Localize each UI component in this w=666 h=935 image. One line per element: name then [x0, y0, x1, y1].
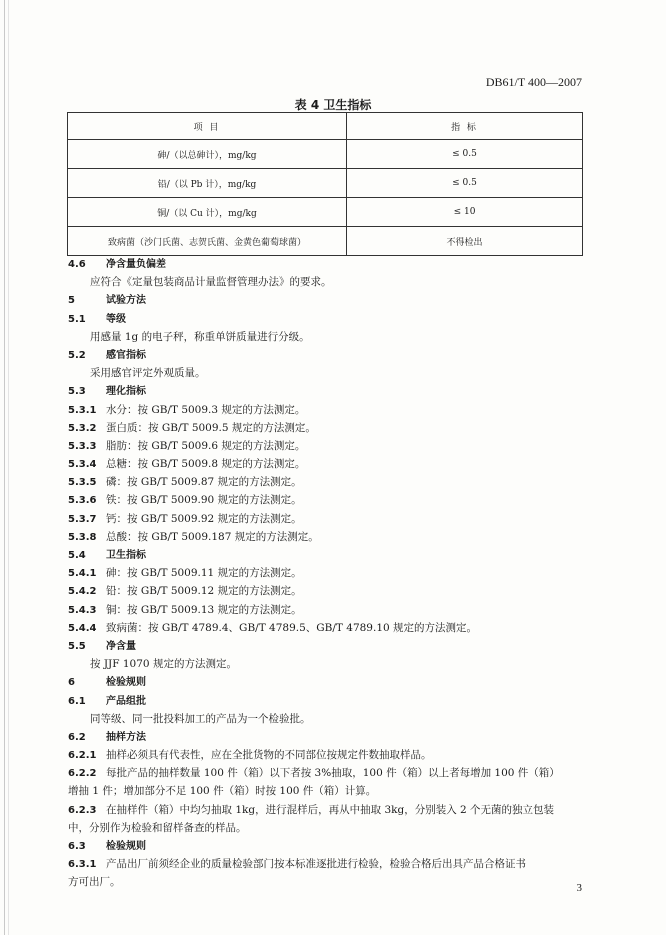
clause-text: 理化指标: [106, 386, 146, 398]
clause-text: 抽样必须具有代表性，应在全批货物的不同部位按规定件数抽取样品。: [106, 749, 432, 762]
section-heading: [68, 728, 598, 746]
clause-number: 5.3.1: [68, 404, 97, 416]
clause-text: 同等级、同一批投料加工的产品为一个检验批。: [90, 712, 311, 725]
section-heading: [68, 291, 598, 309]
document-body: [68, 255, 598, 892]
clause-text: 中，分别作为检验和留样备查的样品。: [68, 821, 247, 834]
clause-text: 净含量: [106, 640, 136, 652]
paragraph-line: [68, 491, 598, 509]
section-heading: [68, 382, 598, 400]
clause-number: 5.4.1: [68, 568, 97, 580]
clause-text: 磷：按 GB/T 5009.87 规定的方法测定。: [106, 476, 302, 489]
section-heading: [68, 255, 598, 273]
clause-number: 5.3.7: [68, 513, 97, 525]
clause-text: 检验规则: [106, 677, 146, 689]
clause-number: 6.2.3: [68, 804, 97, 816]
clause-number: 5.4.4: [68, 622, 97, 634]
row-item: 砷/（以总砷计），mg/kg: [68, 140, 347, 169]
clause-number: 6.3.1: [68, 859, 97, 871]
paragraph-line: [68, 746, 598, 764]
clause-text: 用感量 1g 的电子秤，称重单饼质量进行分级。: [90, 330, 310, 343]
section-heading: [68, 637, 598, 655]
page-number: 3: [576, 882, 582, 894]
table-header-row: [68, 113, 583, 140]
page-edge-line: [4, 0, 5, 935]
paragraph-line: [68, 601, 598, 619]
clause-text: 铜：按 GB/T 5009.13 规定的方法测定。: [106, 603, 302, 616]
section-heading: [68, 346, 598, 364]
clause-text: 钙：按 GB/T 5009.92 规定的方法测定。: [106, 512, 302, 525]
paragraph-line: [68, 582, 598, 600]
paragraph-line: [68, 528, 598, 546]
row-value: ≤ 10: [347, 198, 583, 227]
table-row: [68, 169, 583, 198]
section-heading: [68, 546, 598, 564]
header-index: 指 标: [347, 113, 583, 140]
clause-text: 检验规则: [106, 841, 146, 852]
row-value: ≤ 0.5: [347, 169, 583, 198]
clause-number: 6: [68, 677, 75, 689]
standard-code: DB61/T 400—2007: [485, 75, 582, 89]
clause-number: 5.4: [68, 550, 86, 561]
clause-text: 抽样方法: [106, 731, 146, 743]
clause-number: 5.3.8: [68, 531, 97, 543]
clause-text: 应符合《定量包装商品计量监督管理办法》的要求。: [90, 276, 332, 289]
clause-text: 铁：按 GB/T 5009.90 规定的方法测定。: [106, 494, 302, 507]
clause-text: 方可出厂。: [68, 876, 121, 889]
table-row: [68, 140, 583, 169]
row-value: 不得检出: [347, 227, 583, 256]
row-value: ≤ 0.5: [347, 140, 583, 169]
paragraph-line: [68, 619, 598, 637]
paragraph-line: [68, 473, 598, 491]
clause-text: 卫生指标: [106, 550, 146, 561]
clause-text: 脂肪：按 GB/T 5009.6 规定的方法测定。: [106, 439, 306, 452]
paragraph-line: [68, 855, 598, 873]
clause-number: 5.3.5: [68, 477, 97, 489]
clause-text: 水分：按 GB/T 5009.3 规定的方法测定。: [106, 403, 306, 416]
clause-text: 净含量负偏差: [106, 259, 166, 270]
table-title: 表 4 卫生指标: [294, 98, 372, 112]
clause-number: 6.2: [68, 731, 86, 743]
clause-number: 6.3: [68, 841, 86, 852]
clause-number: 5.3.6: [68, 495, 97, 507]
hygiene-table: [67, 112, 583, 256]
clause-text: 致病菌：按 GB/T 4789.4、GB/T 4789.5、GB/T 4789.10 规定的方法测定。: [106, 621, 478, 634]
clause-text: 试验方法: [106, 295, 146, 307]
clause-text: 按 JJF 1070 规定的方法测定。: [90, 658, 237, 671]
paragraph-line: [68, 655, 598, 673]
paragraph-line: [68, 819, 598, 837]
clause-number: 6.2.2: [68, 768, 97, 780]
paragraph-line: [68, 801, 598, 819]
paragraph-line: [68, 437, 598, 455]
section-heading: [68, 673, 598, 691]
clause-number: 5.4.3: [68, 604, 97, 616]
paragraph-line: [68, 401, 598, 419]
section-heading: [68, 692, 598, 710]
clause-text: 等级: [106, 313, 126, 325]
page-edge-line: [8, 0, 9, 935]
row-item: 铜/（以 Cu 计），mg/kg: [68, 198, 347, 227]
header-item: 项 目: [68, 113, 347, 140]
paragraph-line: [68, 273, 598, 291]
clause-text: 铅：按 GB/T 5009.12 规定的方法测定。: [106, 585, 302, 598]
clause-text: 每批产品的抽样数量 100 件（箱）以下者按 3%抽取，100 件（箱）以上者每增加 100 件（箱）: [106, 767, 560, 780]
table-row: [68, 227, 583, 256]
clause-text: 感官指标: [106, 349, 146, 361]
clause-number: 5.3: [68, 386, 86, 398]
clause-number: 4.6: [68, 259, 86, 270]
clause-text: 采用感官评定外观质量。: [90, 367, 206, 380]
clause-number: 5.3.3: [68, 440, 97, 452]
clause-text: 在抽样件（箱）中均匀抽取 1kg，进行混样后，再从中抽取 3kg，分别装入 2 个无菌的独立包装: [106, 803, 555, 816]
clause-text: 总酸：按 GB/T 5009.187 规定的方法测定。: [106, 530, 319, 543]
clause-number: 6.1: [68, 695, 86, 707]
clause-number: 5: [68, 295, 75, 307]
clause-text: 总糖：按 GB/T 5009.8 规定的方法测定。: [106, 458, 306, 471]
clause-text: 砷：按 GB/T 5009.11 规定的方法测定。: [106, 567, 302, 580]
clause-text: 增抽 1 件；增加部分不足 100 件（箱）时按 100 件（箱）计算。: [68, 785, 377, 798]
clause-text: 产品组批: [106, 695, 146, 707]
paragraph-line: [68, 328, 598, 346]
clause-number: 5.2: [68, 349, 86, 361]
clause-number: 6.2.1: [68, 750, 97, 762]
paragraph-line: [68, 710, 598, 728]
clause-number: 5.4.2: [68, 586, 97, 598]
clause-number: 5.3.2: [68, 422, 97, 434]
table-row: [68, 198, 583, 227]
clause-text: 产品出厂前须经企业的质量检验部门按本标准逐批进行检验，检验合格后出具产品合格证书: [106, 858, 526, 871]
row-item: 致病菌（沙门氏菌、志贺氏菌、金黄色葡萄球菌）: [68, 227, 347, 256]
section-heading: [68, 837, 598, 855]
paragraph-line: [68, 764, 598, 782]
row-item: 铅/（以 Pb 计），mg/kg: [68, 169, 347, 198]
paragraph-line: [68, 873, 598, 891]
paragraph-line: [68, 419, 598, 437]
clause-number: 5.5: [68, 640, 86, 652]
clause-text: 蛋白质：按 GB/T 5009.5 规定的方法测定。: [106, 421, 316, 434]
clause-number: 5.1: [68, 313, 86, 325]
clause-number: 5.3.4: [68, 459, 97, 471]
paragraph-line: [68, 564, 598, 582]
paragraph-line: [68, 782, 598, 800]
paragraph-line: [68, 364, 598, 382]
paragraph-line: [68, 455, 598, 473]
paragraph-line: [68, 510, 598, 528]
section-heading: [68, 310, 598, 328]
